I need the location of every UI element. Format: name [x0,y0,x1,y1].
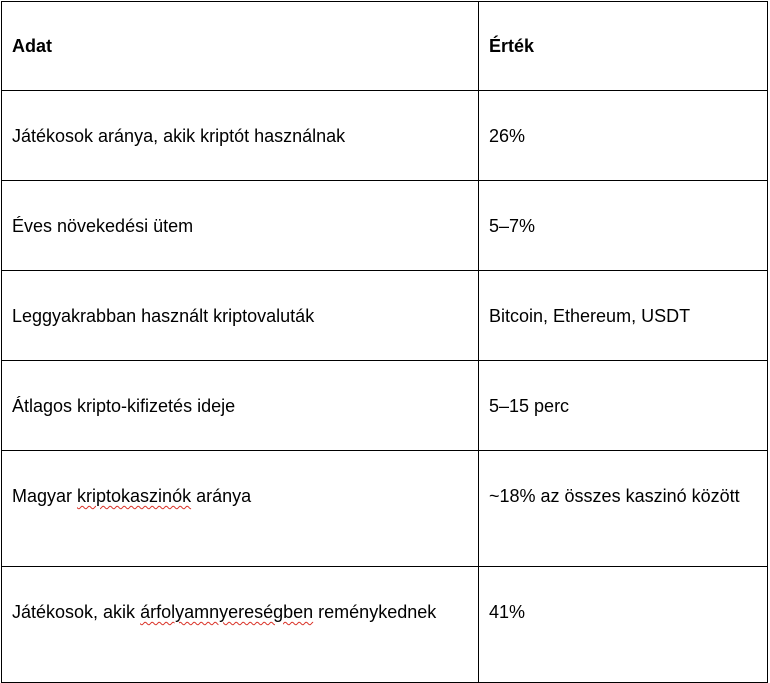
table-header-row [2,2,768,91]
header-cell-ertek: Érték [479,2,768,91]
spellcheck-flagged-word[interactable]: kriptokaszinók [77,486,192,506]
row-label [2,567,479,683]
row-value: ~18% az összes kaszinó között [479,451,768,567]
row-label: Átlagos kripto-kifizetés ideje [2,361,479,451]
table-row [2,91,768,181]
table-row [2,361,768,451]
row-label-part: Játékosok, akik [12,602,141,622]
spellcheck-flagged-word[interactable]: árfolyamnyereségben [140,602,314,622]
row-value: 5–15 perc [479,361,768,451]
row-value: Bitcoin, Ethereum, USDT [479,271,768,361]
row-value: 41% [479,567,768,683]
row-value: 26% [479,91,768,181]
header-cell-adat: Adat [2,2,479,91]
row-label-part: aránya [191,486,252,506]
row-label-part: Magyar [12,486,78,506]
table-row [2,567,768,683]
row-label: Éves növekedési ütem [2,181,479,271]
data-table [1,1,768,683]
row-label-part: reménykednek [313,602,437,622]
row-label: Leggyakrabban használt kriptovaluták [2,271,479,361]
table-row [2,271,768,361]
table-row [2,451,768,567]
row-label: Játékosok aránya, akik kriptót használnak [2,91,479,181]
table-row [2,181,768,271]
row-value: 5–7% [479,181,768,271]
row-label [2,451,479,567]
